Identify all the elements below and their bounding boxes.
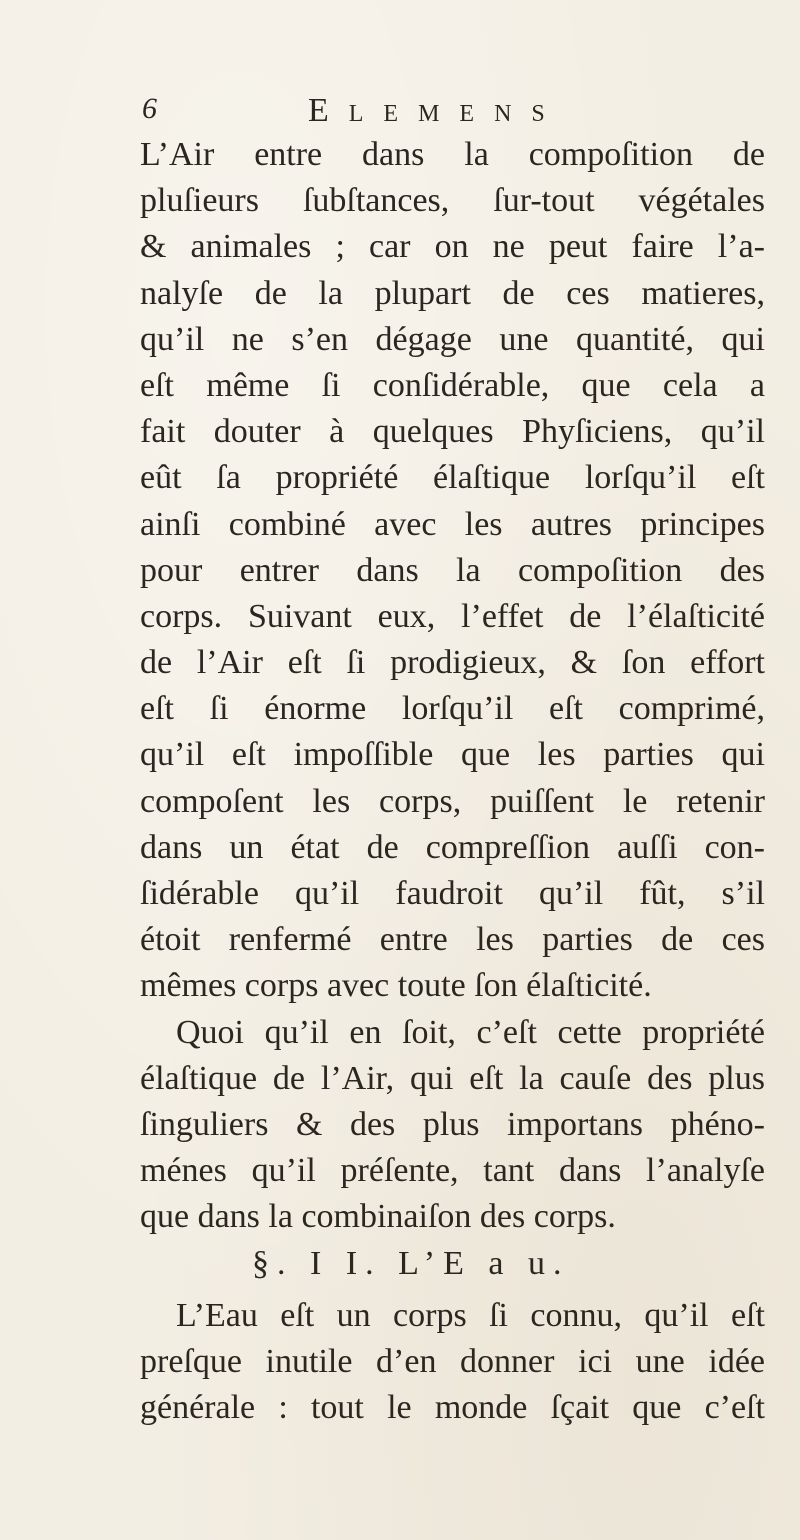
body-text bbox=[140, 132, 765, 1431]
text-line: fait douter à quelques Phyſiciens, qu’il bbox=[140, 413, 765, 451]
text-line: de l’Air eſt ſi prodigieux, & ſon effort bbox=[140, 644, 765, 682]
text-line: qu’il ne s’en dégage une quantité, qui bbox=[140, 320, 765, 358]
text-line: élaſtique de l’Air, qui eſt la cauſe des plus bbox=[140, 1059, 765, 1097]
text-line: corps. Suivant eux, l’effet de l’élaſticité bbox=[140, 597, 765, 635]
text-line: pluſieurs ſubſtances, ſur-tout végétales bbox=[140, 182, 765, 220]
text-line: mêmes corps avec toute ſon élaſticité. bbox=[140, 967, 652, 1005]
page-header bbox=[138, 92, 738, 132]
text-line: & animales ; car on ne peut faire l’a- bbox=[140, 228, 765, 266]
text-line: eſt même ſi conſidérable, que cela a bbox=[140, 366, 765, 404]
text-line: compoſent les corps, puiſſent le retenir bbox=[140, 782, 765, 820]
text-line: ſidérable qu’il faudroit qu’il fût, s’il bbox=[140, 875, 765, 912]
text-line: preſque inutile d’en donner ici une idée bbox=[140, 1342, 765, 1380]
text-line: étoit renfermé entre les parties de ces bbox=[140, 921, 765, 959]
text-line: qu’il eſt impoſſible que les parties qui bbox=[140, 736, 765, 774]
section-heading: §. I I. L’E a u. bbox=[252, 1244, 570, 1282]
text-line: ménes qu’il préſente, tant dans l’analyſe bbox=[140, 1152, 765, 1190]
text-line: L’Eau eſt un corps ſi connu, qu’il eſt bbox=[176, 1296, 765, 1334]
text-line: Quoi qu’il en ſoit, c’eſt cette propriété bbox=[176, 1013, 765, 1051]
text-line: ainſi combiné avec les autres principes bbox=[140, 505, 765, 543]
text-line: ſinguliers & des plus importans phéno- bbox=[140, 1105, 765, 1143]
text-line: que dans la combinaiſon des corps. bbox=[140, 1198, 616, 1236]
text-line: générale : tout le monde ſçait que c’eſt bbox=[140, 1389, 765, 1427]
running-head: Elemens bbox=[308, 92, 565, 129]
text-line: eſt ſi énorme lorſqu’il eſt comprimé, bbox=[140, 690, 765, 728]
text-line: dans un état de compreſſion auſſi con- bbox=[140, 828, 765, 866]
text-line: pour entrer dans la compoſition des bbox=[140, 551, 765, 589]
text-line: eût ſa propriété élaſtique lorſqu’il eſt bbox=[140, 459, 765, 497]
text-line: nalyſe de la plupart de ces matieres, bbox=[140, 274, 765, 312]
text-line: L’Air entre dans la compoſition de bbox=[140, 136, 765, 173]
page-number: 6 bbox=[142, 92, 157, 125]
